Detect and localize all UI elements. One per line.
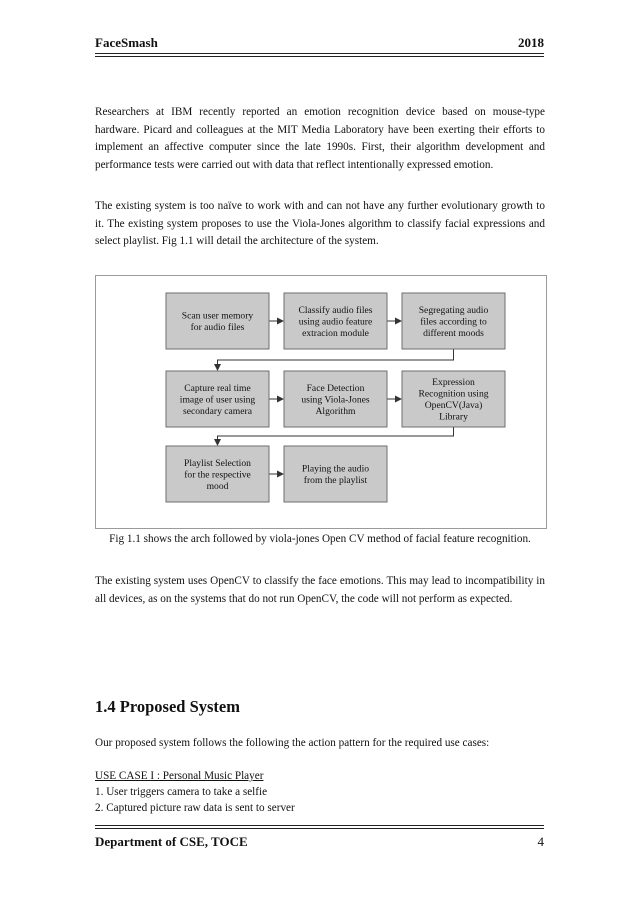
paragraph-ibm-research: Researchers at IBM recently reported an emotion recognition device based on mouse-type hardware. Picard and colleagues at the MIT Media Laboratory have been exerting their efforts to implement an affective computer since the late 1990s. First, their algorithm development and performance tests were carried out with data that reflect intentionally expressed emotion. [95, 106, 545, 171]
flow-node-8 [284, 446, 387, 502]
flow-node-4 [166, 371, 269, 427]
flow-node-label: Classify audio files [298, 304, 373, 316]
page-header [95, 35, 544, 51]
flow-node-label: using Viola-Jones [301, 394, 370, 406]
flow-node-6 [402, 371, 505, 427]
flow-arrow-6-7 [218, 427, 454, 445]
flow-node-3 [402, 293, 505, 349]
architecture-figure [95, 275, 547, 529]
page-footer [95, 834, 544, 850]
flow-node-label: Algorithm [315, 405, 356, 417]
flow-node-label: Face Detection [306, 382, 365, 394]
flow-node-label: Capture real time [184, 382, 251, 394]
section-title: 1.4 Proposed System [95, 697, 240, 716]
page-number: 4 [537, 834, 544, 849]
flow-node-label: Library [439, 411, 468, 423]
flow-node-label: using audio feature [298, 316, 373, 328]
architecture-diagram [96, 276, 546, 528]
flow-node-label: files according to [420, 316, 487, 328]
use-case-step-1: 1. User triggers camera to take a selfie [95, 786, 268, 798]
flow-node-5 [284, 371, 387, 427]
footer-department: Department of CSE, TOCE [95, 834, 248, 849]
flow-node-label: Scan user memory [181, 310, 254, 322]
flow-node-label: OpenCV(Java) [424, 400, 483, 412]
flow-node-label: Playing the audio [301, 463, 370, 475]
section-intro: Our proposed system follows the following the action pattern for the required use cases: [95, 737, 490, 749]
flow-node-label: for audio files [190, 322, 245, 334]
header-year: 2018 [518, 35, 544, 50]
flow-node-1 [166, 293, 269, 349]
flow-node-7 [166, 446, 269, 502]
figure-caption: Fig 1.1 shows the arch followed by viola-jones Open CV method of facial feature recognition. [109, 533, 531, 545]
flow-node-label: Recognition using [418, 388, 489, 400]
flow-node-label: extracion module [302, 327, 369, 339]
flow-node-label: mood [206, 480, 229, 492]
header-rule [95, 53, 544, 54]
flow-node-2 [284, 293, 387, 349]
flow-node-label: from the playlist [303, 475, 368, 487]
paragraph-opencv-issue: The existing system uses OpenCV to classify the face emotions. This may lead to incompatibility in all devices, as on the systems that do not run OpenCV, the code will not perform as expected. [95, 575, 545, 605]
use-case-heading: USE CASE I : Personal Music Player [95, 770, 264, 782]
use-case-step-2: 2. Captured picture raw data is sent to server [95, 802, 295, 814]
flow-arrow-3-4 [218, 349, 454, 370]
paragraph-existing-system: The existing system is too naïve to work with and can not have any further evolutionary growth to it. The existing system proposes to use the Viola-Jones algorithm to classify facial expressions and select playlist. Fig 1.1 will detail the architecture of the system. [95, 200, 545, 247]
footer-rule [95, 828, 544, 829]
footer-rule-thin [95, 825, 544, 826]
flow-node-label: different moods [423, 327, 484, 339]
header-rule-thin [95, 56, 544, 57]
flow-node-label: image of user using [179, 394, 256, 406]
flow-node-label: Expression [432, 377, 475, 389]
flow-node-label: Playlist Selection [184, 457, 251, 469]
flow-node-label: Segregating audio [418, 304, 489, 316]
header-title: FaceSmash [95, 35, 158, 50]
flow-node-label: secondary camera [183, 405, 252, 417]
flow-node-label: for the respective [184, 469, 251, 481]
